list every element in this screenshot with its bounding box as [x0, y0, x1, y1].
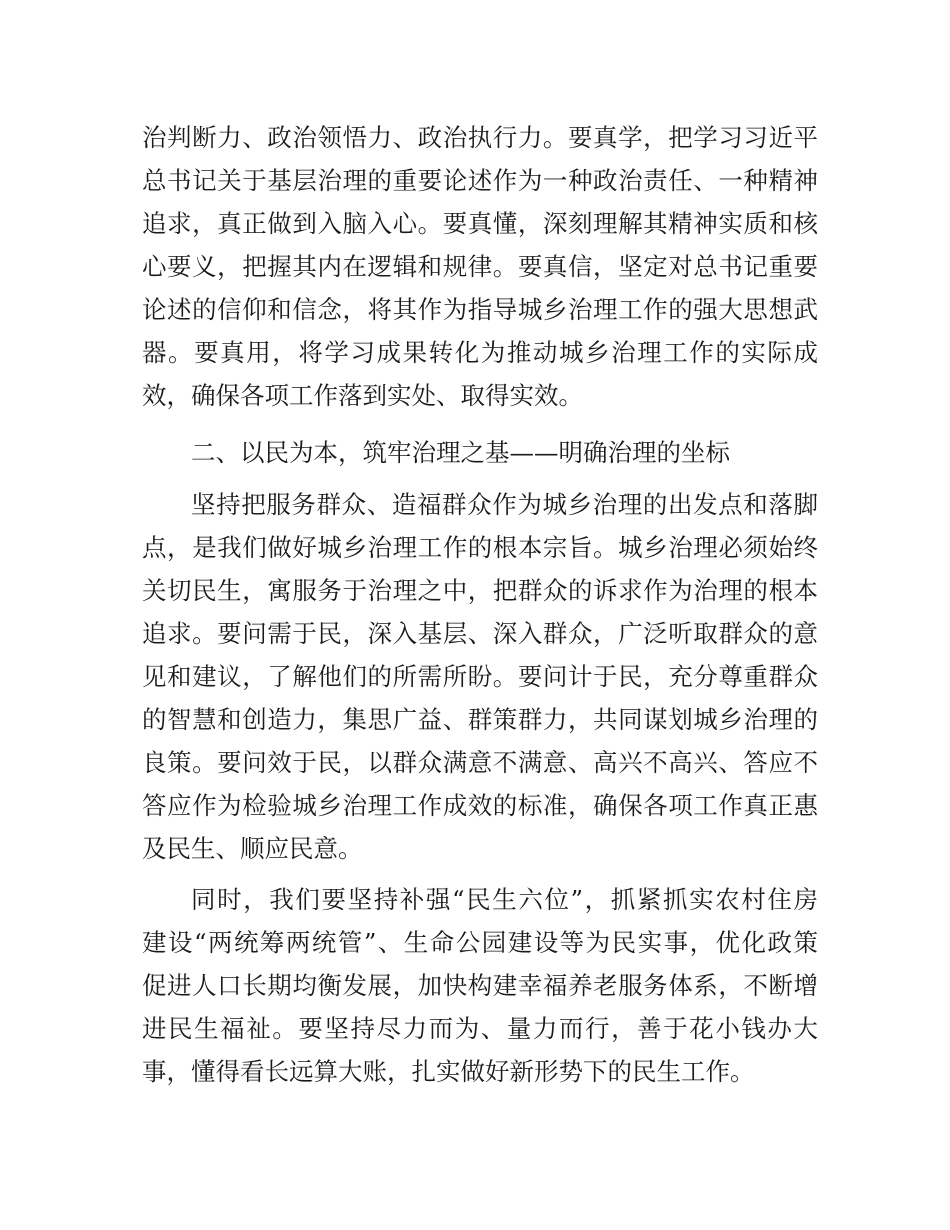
paragraph-line: 总书记关于基层治理的重要论述作为一种政治责任、一种精神 [142, 166, 818, 195]
section-heading-2 [142, 431, 818, 474]
paragraph-line: 同时，我们要坚持补强“民生六位”，抓紧抓实农村住房 [191, 885, 818, 914]
paragraph-line: 促进人口长期均衡发展，加快构建幸福养老服务体系，不断增 [142, 971, 818, 1000]
paragraph-line: 治判断力、政治领悟力、政治执行力。要真学，把学习习近平 [142, 123, 818, 152]
paragraph-line: 坚持把服务群众、造福群众作为城乡治理的出发点和落脚 [191, 490, 818, 519]
paragraph-livelihood [142, 878, 818, 1093]
paragraph-line: 追求，真正做到入脑入心。要真懂，深刻理解其精神实质和核 [142, 209, 818, 238]
paragraph-line: 心要义，把握其内在逻辑和规律。要真信，坚定对总书记重要 [142, 252, 818, 281]
paragraph-line: 建设“两统筹两统管”、生命公园建设等为民实事，优化政策 [142, 928, 818, 957]
paragraph-line: 点，是我们做好城乡治理工作的根本宗旨。城乡治理必须始终 [142, 533, 818, 562]
paragraph-line: 的智慧和创造力，集思广益、群策群力，共同谋划城乡治理的 [142, 705, 818, 734]
paragraph-political-judgment [142, 116, 818, 417]
paragraph-line: 事，懂得看长远算大账，扎实做好新形势下的民生工作。 [142, 1057, 755, 1086]
paragraph-line: 及民生、顺应民意。 [142, 834, 363, 863]
paragraph-line: 器。要真用，将学习成果转化为推动城乡治理工作的实际成 [142, 338, 818, 367]
paragraph-line: 效，确保各项工作落到实处、取得实效。 [142, 381, 583, 410]
paragraph-line: 关切民生，寓服务于治理之中，把群众的诉求作为治理的根本 [142, 576, 818, 605]
paragraph-people-centered [142, 483, 818, 870]
section-heading-text: 二、以民为本，筑牢治理之基——明确治理的坐标 [191, 438, 730, 467]
paragraph-line: 进民生福祉。要坚持尽力而为、量力而行，善于花小钱办大 [142, 1014, 818, 1043]
paragraph-line: 见和建议，了解他们的所需所盼。要问计于民，充分尊重群众 [142, 662, 818, 691]
paragraph-line: 良策。要问效于民，以群众满意不满意、高兴不高兴、答应不 [142, 748, 818, 777]
paragraph-line: 论述的信仰和信念，将其作为指导城乡治理工作的强大思想武 [142, 295, 818, 324]
paragraph-line: 答应作为检验城乡治理工作成效的标准，确保各项工作真正惠 [142, 791, 818, 820]
paragraph-line: 追求。要问需于民，深入基层、深入群众，广泛听取群众的意 [142, 619, 818, 648]
